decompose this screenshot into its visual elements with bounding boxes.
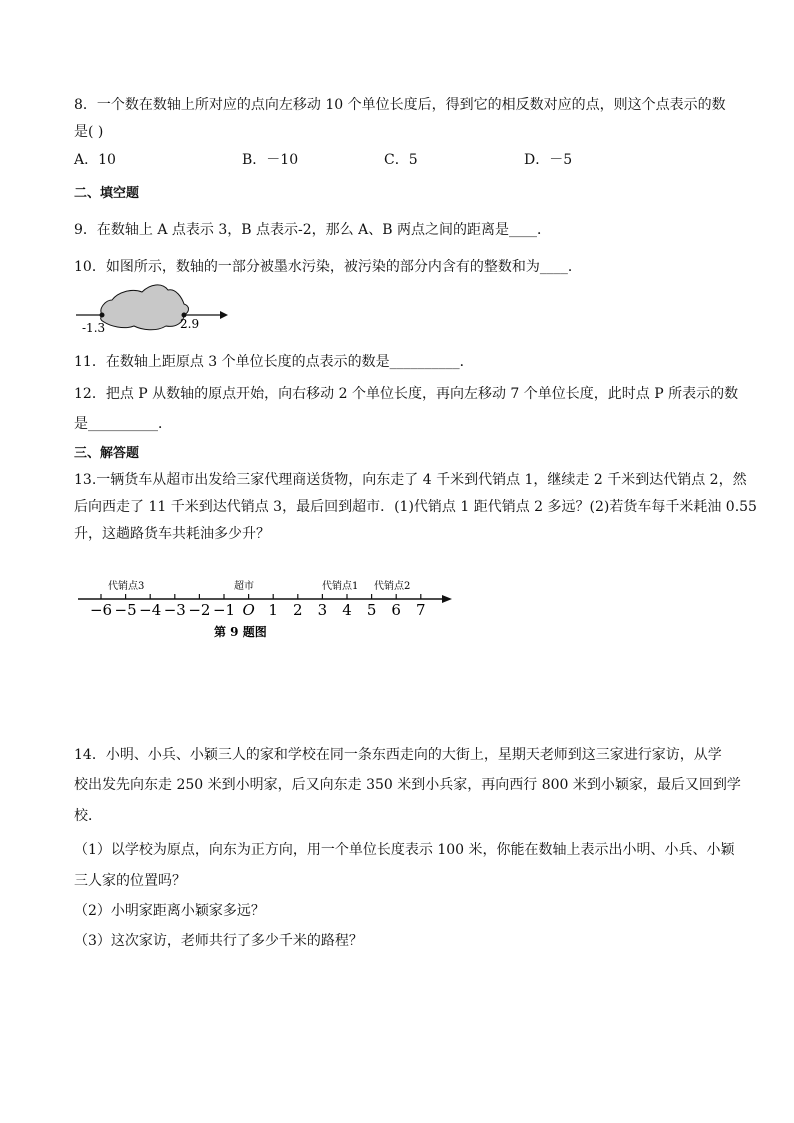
- ink-blot: [101, 285, 189, 330]
- q13-tick-label: 3: [317, 601, 328, 619]
- label-depot2: 代销点2: [374, 581, 411, 592]
- q13-line2: 后向西走了 11 千米到达代销点 3，最后回到超市．(1)代销点 1 距代销点 2 多远？(2)若货车每千米耗油 0.55: [74, 499, 757, 515]
- q14-line2: 校出发先向东走 250 米到小明家，后又向东走 350 米到小兵家，再向西行 800 米到小颖家，最后又回到学: [74, 777, 741, 793]
- q13-tick-label: −1: [212, 601, 236, 619]
- q10-number-line-figure: [72, 278, 232, 336]
- q13-tick-label: 2: [293, 601, 303, 619]
- q13-line1: 13.一辆货车从超市出发给三家代理商送货物，向东走了 4 千米到代销点 1，继续走 2 千米到达代销点 2，然: [74, 472, 747, 488]
- section2-title: 二、填空题: [74, 186, 140, 201]
- q14-sub1-line2: 三人家的位置吗？: [74, 873, 186, 889]
- q13-axis-arrow: [442, 595, 452, 603]
- q13-tick-label: 4: [342, 601, 352, 619]
- q10-axis-arrow: [220, 311, 228, 319]
- q13-tick-label: −4: [139, 601, 162, 619]
- q13-tick-label: 1: [268, 601, 278, 619]
- q13-tick-label: −5: [114, 601, 137, 619]
- label-depot1: 代销点1: [322, 581, 359, 592]
- q8-line2: 是( ): [74, 124, 104, 140]
- q13-line3: 升，这趟路货车共耗油多少升？: [74, 526, 270, 542]
- q12-line2: 是__________．: [74, 416, 172, 432]
- q13-tick-label: 7: [416, 601, 426, 619]
- q13-tick-label: 5: [366, 601, 377, 619]
- q14-sub1-line1: （1）以学校为原点，向东为正方向，用一个单位长度表示 100 米，你能在数轴上表示出小明、小兵、小颖: [74, 842, 735, 858]
- figure-caption: 第 9 题图: [214, 625, 267, 639]
- q13-tick-label: O: [242, 601, 255, 619]
- q8-line1: 8．一个数在数轴上所对应的点向左移动 10 个单位长度后，得到它的相反数对应的点，则这个点表示的数: [74, 97, 726, 113]
- q12-line1: 12．把点 P 从数轴的原点开始，向右移动 2 个单位长度，再向左移动 7 个单位长度，此时点 P 所表示的数: [74, 386, 739, 402]
- q13-tick-label: −2: [188, 601, 211, 619]
- q11-text: 11．在数轴上距原点 3 个单位长度的点表示的数是__________．: [74, 354, 474, 370]
- label-supermarket: 超市: [234, 581, 254, 592]
- label-depot3: 代销点3: [108, 581, 145, 592]
- section3-title: 三、解答题: [74, 446, 140, 461]
- q14-line3: 校．: [74, 808, 102, 824]
- q14-sub3: （3）这次家访，老师共行了多少千米的路程？: [74, 933, 363, 949]
- q14-sub2: （2）小明家距离小颖家多远？: [74, 903, 265, 919]
- q8-option-d: D．－5: [524, 152, 573, 168]
- q13-tick-label: −3: [163, 601, 186, 619]
- q8-option-c: C．5: [384, 152, 418, 168]
- q8-option-b: B．－10: [242, 152, 299, 168]
- q10-text: 10．如图所示，数轴的一部分被墨水污染，被污染的部分内含有的整数和为____．: [74, 259, 582, 275]
- q13-tick-label: 6: [391, 601, 401, 619]
- q13-tick-label: −6: [89, 601, 113, 619]
- q8-option-a: A．10: [74, 152, 116, 168]
- q10-right-label: 2.9: [180, 317, 200, 331]
- q10-left-point: [100, 313, 105, 318]
- q13-number-line-figure: [72, 575, 462, 643]
- q10-left-label: -1.3: [82, 321, 106, 335]
- q9-text: 9．在数轴上 A 点表示 3，B 点表示-2，那么 A、B 两点之间的距离是____．: [74, 222, 551, 238]
- q14-line1: 14．小明、小兵、小颖三人的家和学校在同一条东西走向的大街上，星期天老师到这三家进行家访，从学: [74, 747, 722, 763]
